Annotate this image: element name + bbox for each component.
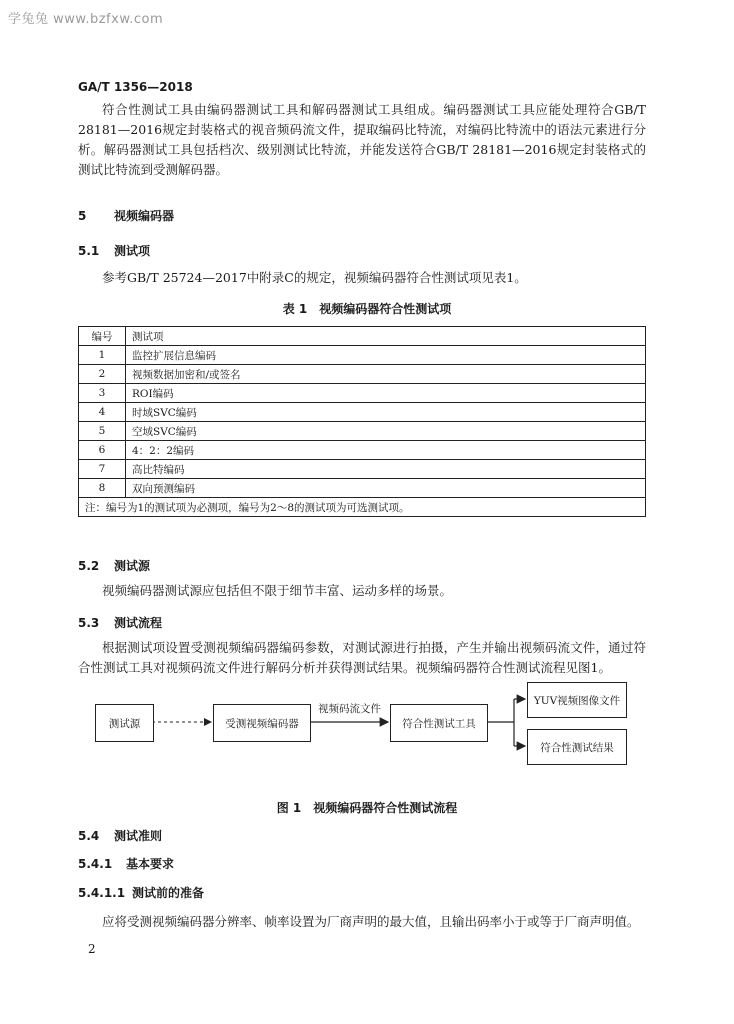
section-number: 5.2 — [78, 559, 100, 573]
row-item: 4：2：2编码 — [126, 441, 646, 460]
encoder-under-test-box — [213, 704, 311, 742]
box-label: 受测视频编码器 — [225, 717, 299, 730]
row-number: 3 — [79, 384, 126, 403]
row-item: ROI编码 — [126, 384, 646, 403]
row-item: 视频数据加密和/或签名 — [126, 365, 646, 384]
row-item: 高比特编码 — [126, 460, 646, 479]
watermark: 学兔兔 www.bzfxw.com — [8, 12, 164, 27]
row-item: 监控扩展信息编码 — [126, 346, 646, 365]
test-result-box — [527, 729, 627, 765]
test-source-box — [95, 704, 154, 742]
box-label: YUV视频图像文件 — [533, 694, 621, 707]
section-5-1-paragraph: 参考GB/T 25724—2017中附录C的规定，视频编码器符合性测试项见表1。 — [102, 270, 527, 285]
section-title: 测试项 — [114, 244, 151, 258]
row-number: 2 — [79, 365, 126, 384]
table-1-caption: 表 1 视频编码器符合性测试项 — [282, 302, 452, 316]
row-number: 6 — [79, 441, 126, 460]
section-number: 5.4 — [78, 829, 100, 843]
section-number: 5.1 — [78, 244, 100, 258]
row-item: 空域SVC编码 — [126, 422, 646, 441]
box-label: 符合性测试工具 — [402, 717, 476, 730]
page-number: 2 — [88, 942, 96, 956]
table-note: 注：编号为1的测试项为必测项，编号为2～8的测试项为可选测试项。 — [79, 498, 646, 517]
row-number: 7 — [79, 460, 126, 479]
standard-number: GA/T 1356—2018 — [78, 80, 193, 94]
section-5-4-heading — [78, 827, 162, 844]
row-number: 5 — [79, 422, 126, 441]
row-number: 4 — [79, 403, 126, 422]
section-number: 5.3 — [78, 616, 100, 630]
section-5-4-1-1-paragraph: 应将受测视频编码器分辨率、帧率设置为厂商声明的最大值，且输出码率小于或等于厂商声明值。 — [102, 914, 640, 929]
row-number: 8 — [79, 479, 126, 498]
section-title: 测试源 — [114, 559, 151, 573]
section-title: 基本要求 — [126, 857, 175, 871]
conformance-tool-box — [390, 704, 488, 742]
intro-paragraph: 符合性测试工具由编码器测试工具和解码器测试工具组成。编码器测试工具应能处理符合GB/T 28181—2016规定封装格式的视音频码流文件，提取编码比特流，对编码比特流中的语法元素进行分析。解码器测试工具包括档次、级别测试比特流，并能发送符合GB/T 28181—2016规定封装格式的测试比特流到受测解码器。 — [78, 102, 646, 177]
box-label: 测试源 — [108, 717, 141, 730]
section-number: 5.4.1 — [78, 857, 113, 871]
row-item: 时域SVC编码 — [126, 403, 646, 422]
section-title: 测试前的准备 — [132, 886, 205, 900]
yuv-file-box — [527, 682, 627, 718]
section-title: 视频编码器 — [114, 209, 175, 223]
section-title: 测试准则 — [114, 829, 163, 843]
section-5-4-1-heading — [78, 855, 174, 872]
section-5-4-1-1-heading — [78, 884, 204, 901]
column-header-item: 测试项 — [126, 327, 646, 346]
section-5-2-paragraph: 视频编码器测试源应包括但不限于细节丰富、运动多样的场景。 — [102, 583, 453, 598]
section-title: 测试流程 — [114, 616, 163, 630]
section-5-3-paragraph: 根据测试项设置受测视频编码器编码参数，对测试源进行拍摄，产生并输出视频码流文件，通过符合性测试工具对视频码流文件进行解码分析并获得测试结果。视频编码器符合性测试流程见图1。 — [78, 640, 646, 675]
section-number: 5 — [78, 209, 87, 223]
column-header-number: 编号 — [79, 327, 126, 346]
section-number: 5.4.1.1 — [78, 886, 126, 900]
row-item: 双向预测编码 — [126, 479, 646, 498]
figure-1-caption: 图 1 视频编码器符合性测试流程 — [276, 801, 458, 815]
box-label: 符合性测试结果 — [540, 741, 614, 754]
arrow-label-bitstream: 视频码流文件 — [318, 703, 381, 715]
row-number: 1 — [79, 346, 126, 365]
